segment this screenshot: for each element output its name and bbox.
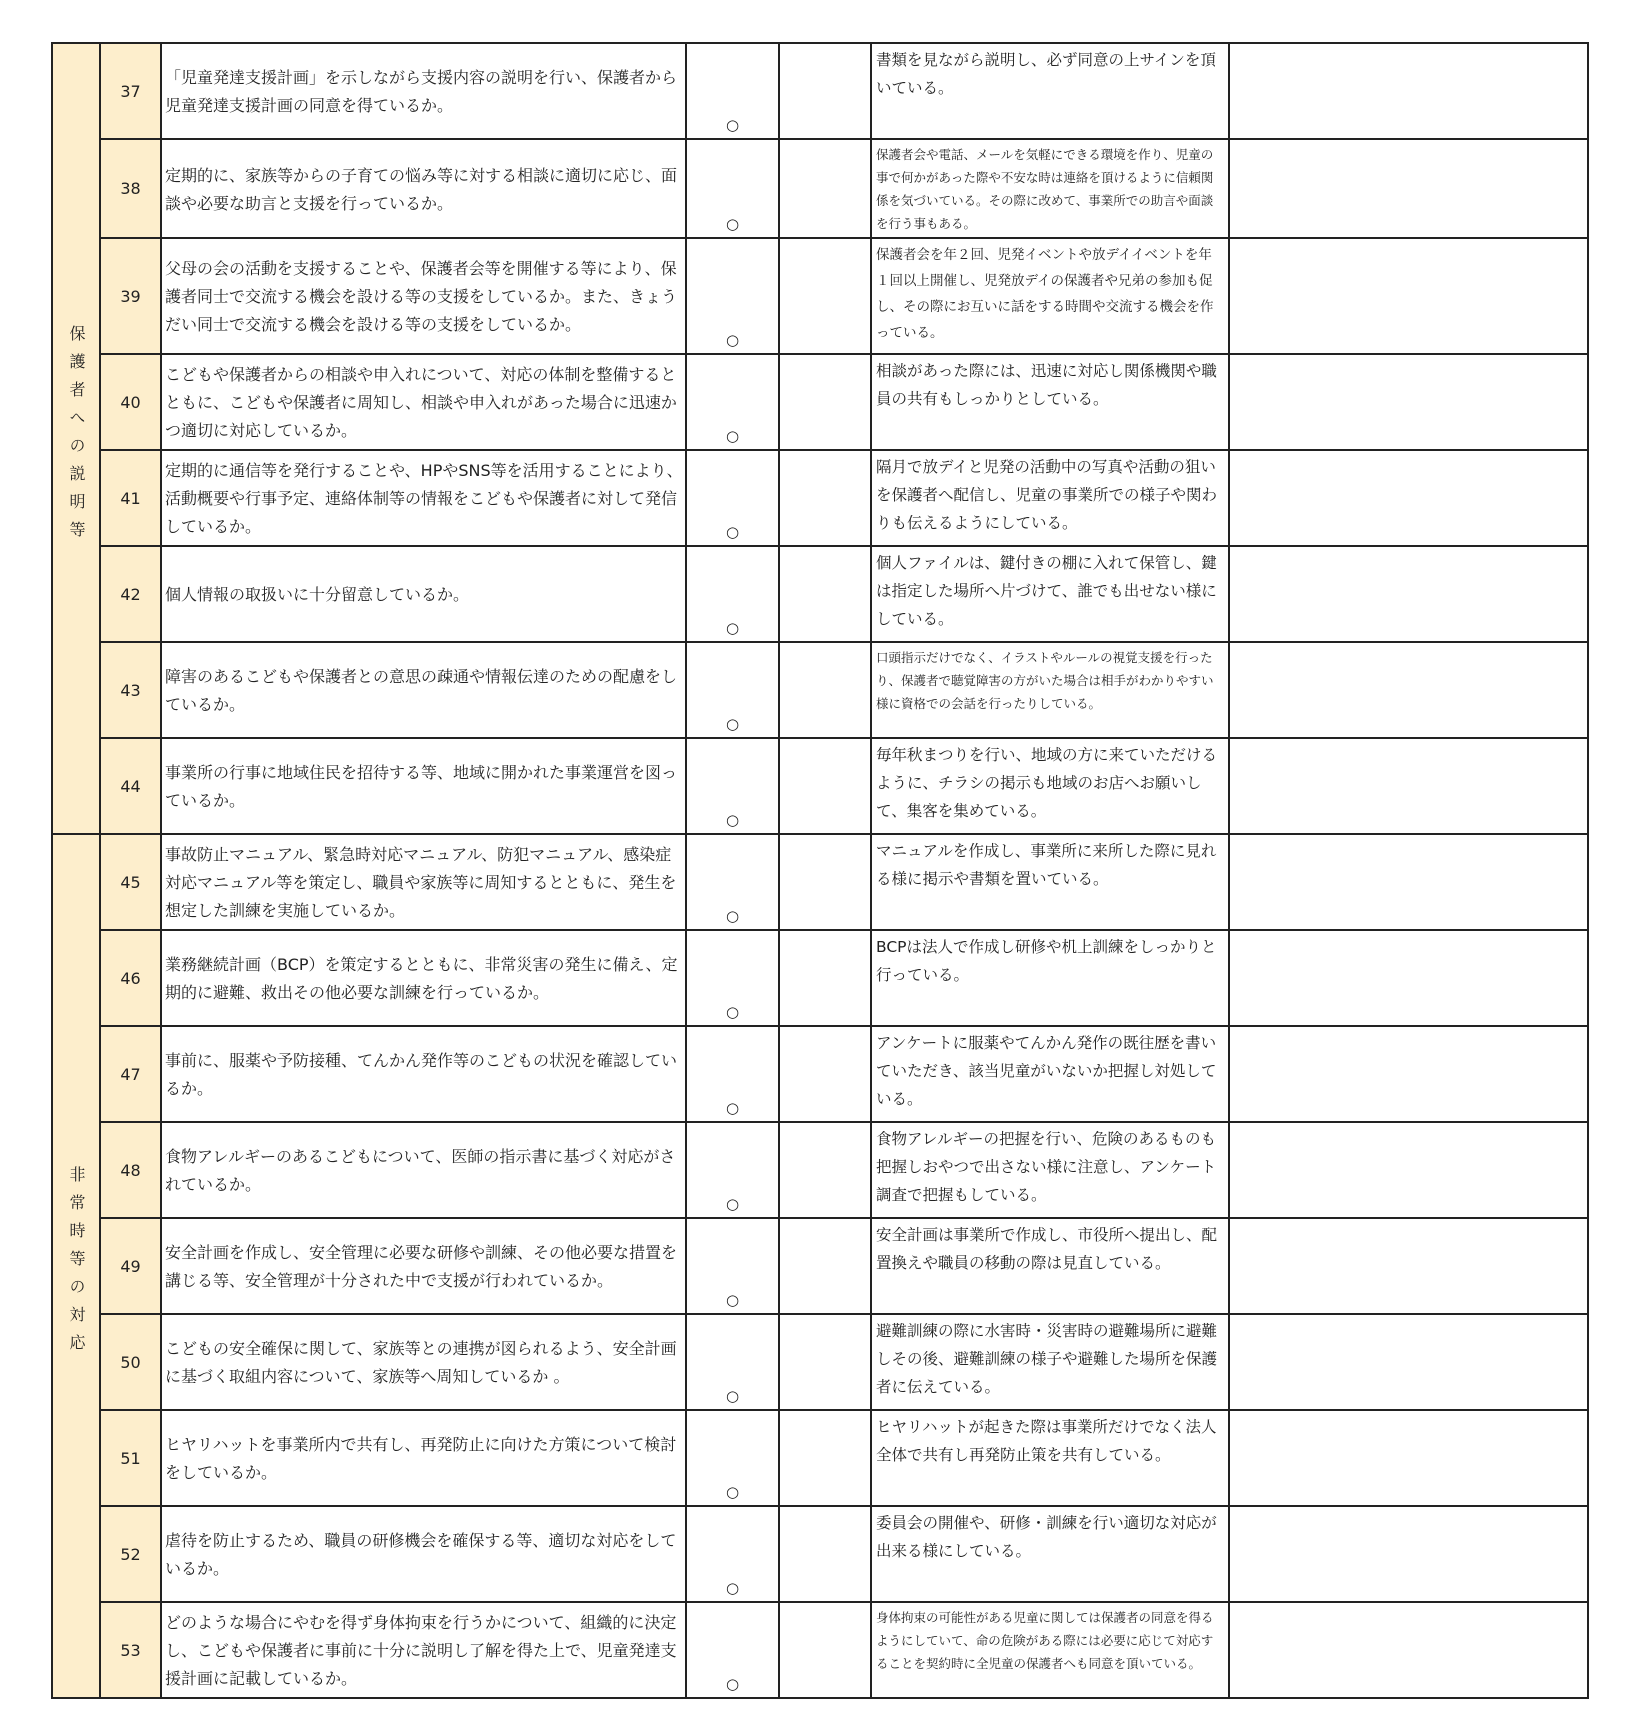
no-cell[interactable] [779, 1314, 871, 1410]
row-number: 39 [100, 238, 161, 354]
row-number: 53 [100, 1602, 161, 1698]
question-cell [161, 139, 686, 238]
row-number: 42 [100, 546, 161, 642]
comment-cell[interactable]: 書類を見ながら説明し、必ず同意の上サインを頂いている。 [871, 43, 1229, 139]
table-row [52, 1122, 1588, 1218]
question-cell [161, 450, 686, 546]
yes-cell[interactable] [686, 1602, 779, 1698]
comment-cell[interactable]: BCPは法人で作成し研修や机上訓練をしっかりと行っている。 [871, 930, 1229, 1026]
yes-cell[interactable] [686, 1026, 779, 1122]
question-text: 安全計画を作成し、安全管理に必要な研修や訓練、その他必要な措置を講じる等、安全管理が十分された中で支援が行われているか。 [165, 1243, 678, 1290]
circle-mark-icon: ○ [725, 715, 740, 733]
yes-cell[interactable] [686, 546, 779, 642]
no-cell[interactable] [779, 1410, 871, 1506]
no-cell[interactable] [779, 238, 871, 354]
no-cell[interactable] [779, 139, 871, 238]
question-cell [161, 1218, 686, 1314]
yes-cell[interactable] [686, 139, 779, 238]
improvement-cell[interactable] [1229, 1314, 1588, 1410]
row-number: 47 [100, 1026, 161, 1122]
no-cell[interactable] [779, 642, 871, 738]
improvement-cell[interactable] [1229, 139, 1588, 238]
question-text: ヒヤリハットを事業所内で共有し、再発防止に向けた方策について検討をしているか。 [165, 1435, 677, 1482]
improvement-cell[interactable] [1229, 834, 1588, 930]
question-cell [161, 546, 686, 642]
yes-cell[interactable] [686, 1506, 779, 1602]
table-row [52, 1602, 1588, 1698]
no-cell[interactable] [779, 738, 871, 834]
circle-mark-icon: ○ [725, 116, 740, 134]
improvement-cell[interactable] [1229, 1410, 1588, 1506]
question-cell [161, 930, 686, 1026]
yes-cell[interactable] [686, 450, 779, 546]
row-number: 38 [100, 139, 161, 238]
question-cell [161, 1602, 686, 1698]
question-text: 食物アレルギーのあるこどもについて、医師の指示書に基づく対応がされているか。 [165, 1147, 676, 1194]
question-cell [161, 1122, 686, 1218]
circle-mark-icon: ○ [725, 523, 740, 541]
question-text: 父母の会の活動を支援することや、保護者会等を開催する等により、保護者同士で交流する機会を設ける等の支援をしているか。また、きょうだい同士で交流する機会を設ける等の支援をしているか。 [165, 259, 678, 334]
improvement-cell[interactable] [1229, 546, 1588, 642]
evaluation-sheet [51, 42, 1587, 1699]
yes-cell[interactable] [686, 930, 779, 1026]
yes-cell[interactable] [686, 738, 779, 834]
section-label-cell [52, 834, 100, 1698]
no-cell[interactable] [779, 1602, 871, 1698]
yes-cell[interactable] [686, 238, 779, 354]
no-cell[interactable] [779, 354, 871, 450]
yes-cell[interactable] [686, 1410, 779, 1506]
table-row [52, 1218, 1588, 1314]
yes-cell[interactable] [686, 1122, 779, 1218]
table-row [52, 354, 1588, 450]
section-label: 保護者への説明等 [67, 324, 86, 549]
row-number: 45 [100, 834, 161, 930]
table-row [52, 43, 1588, 139]
yes-cell[interactable] [686, 834, 779, 930]
improvement-cell[interactable] [1229, 1602, 1588, 1698]
row-number: 50 [100, 1314, 161, 1410]
circle-mark-icon: ○ [725, 215, 740, 233]
comment-cell[interactable]: 口頭指示だけでなく、イラストやルールの視覚支援を行ったり、保護者で聴覚障害の方がいた場合は相手がわかりやすい様に資格での会話を行ったりしている。 [871, 642, 1229, 738]
improvement-cell[interactable] [1229, 238, 1588, 354]
circle-mark-icon: ○ [725, 1579, 740, 1597]
circle-mark-icon: ○ [725, 1483, 740, 1501]
circle-mark-icon: ○ [725, 619, 740, 637]
row-number: 51 [100, 1410, 161, 1506]
comment-cell[interactable]: 避難訓練の際に水害時・災害時の避難場所に避難しその後、避難訓練の様子や避難した場所を保護者に伝えている。 [871, 1314, 1229, 1410]
question-text: 事故防止マニュアル、緊急時対応マニュアル、防犯マニュアル、感染症対応マニュアル等を策定し、職員や家族等に周知するとともに、発生を想定した訓練を実施しているか。 [165, 845, 677, 920]
table-row [52, 642, 1588, 738]
comment-cell[interactable]: 隔月で放デイと児発の活動中の写真や活動の狙いを保護者へ配信し、児童の事業所での様子や関わりも伝えるようにしている。 [871, 450, 1229, 546]
table-row [52, 1314, 1588, 1410]
improvement-cell[interactable] [1229, 354, 1588, 450]
improvement-cell[interactable] [1229, 43, 1588, 139]
question-cell [161, 354, 686, 450]
table-row [52, 834, 1588, 930]
question-text: 定期的に、家族等からの子育ての悩み等に対する相談に適切に応じ、面談や必要な助言と支援を行っているか。 [165, 165, 678, 213]
comment-cell[interactable]: ヒヤリハットが起きた際は事業所だけでなく法人全体で共有し再発防止策を共有している。 [871, 1410, 1229, 1506]
table-row [52, 1026, 1588, 1122]
circle-mark-icon: ○ [725, 427, 740, 445]
table-row [52, 546, 1588, 642]
circle-mark-icon: ○ [725, 1675, 740, 1693]
no-cell[interactable] [779, 1218, 871, 1314]
circle-mark-icon: ○ [725, 1099, 740, 1117]
table-row [52, 450, 1588, 546]
question-text: 虐待を防止するため、職員の研修機会を確保する等、適切な対応をしているか。 [165, 1531, 677, 1578]
question-text: こどもや保護者からの相談や申入れについて、対応の体制を整備するとともに、こどもや保護者に周知し、相談や申入れがあった場合に迅速かつ適切に対応しているか。 [165, 365, 677, 440]
no-cell[interactable] [779, 1122, 871, 1218]
comment-cell[interactable]: 身体拘束の可能性がある児童に関しては保護者の同意を得るようにしていて、命の危険がある際には必要に応じて対応することを契約時に全児童の保護者へも同意を頂いている。 [871, 1602, 1229, 1698]
yes-cell[interactable] [686, 43, 779, 139]
comment-cell[interactable]: 保護者会や電話、メールを気軽にできる環境を作り、児童の事で何かがあった際や不安な時は連絡を頂けるように信頼関係を気づいている。その際に改めて、事業所での助言や面談を行う事もある。 [871, 139, 1229, 238]
improvement-cell[interactable] [1229, 1026, 1588, 1122]
question-cell [161, 642, 686, 738]
yes-cell[interactable] [686, 354, 779, 450]
question-cell [161, 1314, 686, 1410]
circle-mark-icon: ○ [725, 1291, 740, 1309]
improvement-cell[interactable] [1229, 1122, 1588, 1218]
no-cell[interactable] [779, 1026, 871, 1122]
comment-cell[interactable]: 安全計画は事業所で作成し、市役所へ提出し、配置換えや職員の移動の際は見直している。 [871, 1218, 1229, 1314]
improvement-cell[interactable] [1229, 1506, 1588, 1602]
comment-cell[interactable]: マニュアルを作成し、事業所に来所した際に見れる様に掲示や書類を置いている。 [871, 834, 1229, 930]
section-label-cell [52, 43, 100, 834]
improvement-cell[interactable] [1229, 738, 1588, 834]
self-evaluation-table [51, 42, 1589, 1699]
comment-cell[interactable]: 委員会の開催や、研修・訓練を行い適切な対応が出来る様にしている。 [871, 1506, 1229, 1602]
table-row [52, 930, 1588, 1026]
question-cell [161, 834, 686, 930]
question-cell [161, 238, 686, 354]
no-cell[interactable] [779, 450, 871, 546]
circle-mark-icon: ○ [725, 1003, 740, 1021]
yes-cell[interactable] [686, 642, 779, 738]
improvement-cell[interactable] [1229, 1218, 1588, 1314]
question-cell [161, 43, 686, 139]
improvement-cell[interactable] [1229, 450, 1588, 546]
table-row [52, 738, 1588, 834]
question-text: 障害のあるこどもや保護者との意思の疎通や情報伝達のための配慮をしているか。 [165, 667, 678, 714]
comment-cell[interactable]: アンケートに服薬やてんかん発作の既往歴を書いていただき、該当児童がいないか把握し対処している。 [871, 1026, 1229, 1122]
circle-mark-icon: ○ [725, 1195, 740, 1213]
table-row [52, 139, 1588, 238]
table-row [52, 1506, 1588, 1602]
table-row [52, 238, 1588, 354]
row-number: 48 [100, 1122, 161, 1218]
yes-cell[interactable] [686, 1218, 779, 1314]
no-cell[interactable] [779, 546, 871, 642]
circle-mark-icon: ○ [725, 1387, 740, 1405]
row-number: 46 [100, 930, 161, 1026]
question-text: どのような場合にやむを得ず身体拘束を行うかについて、組織的に決定し、こどもや保護者に事前に十分に説明し了解を得た上で、児童発達支援計画に記載しているか。 [165, 1613, 677, 1688]
table-row [52, 1410, 1588, 1506]
comment-cell[interactable]: 個人ファイルは、鍵付きの棚に入れて保管し、鍵は指定した場所へ片づけて、誰でも出せない様にしている。 [871, 546, 1229, 642]
question-text: 事業所の行事に地域住民を招待する等、地域に開かれた事業運営を図っているか。 [165, 763, 678, 810]
no-cell[interactable] [779, 930, 871, 1026]
row-number: 37 [100, 43, 161, 139]
improvement-cell[interactable] [1229, 642, 1588, 738]
row-number: 49 [100, 1218, 161, 1314]
row-number: 40 [100, 354, 161, 450]
question-text: 「児童発達支援計画」を示しながら支援内容の説明を行い、保護者から児童発達支援計画の同意を得ているか。 [165, 68, 678, 115]
question-cell [161, 1410, 686, 1506]
question-text: 個人情報の取扱いに十分留意しているか。 [165, 585, 470, 604]
question-cell [161, 1026, 686, 1122]
yes-cell[interactable] [686, 1314, 779, 1410]
question-text: 業務継続計画（BCP）を策定するとともに、非常災害の発生に備え、定期的に避難、救出その他必要な訓練を行っているか。 [165, 955, 678, 1002]
comment-cell[interactable]: 保護者会を年２回、児発イベントや放デイイベントを年１回以上開催し、児発放デイの保護者や兄弟の参加も促し、その際にお互いに話をする時間や交流する機会を作っている。 [871, 238, 1229, 354]
row-number: 52 [100, 1506, 161, 1602]
no-cell[interactable] [779, 1506, 871, 1602]
no-cell[interactable] [779, 834, 871, 930]
row-number: 44 [100, 738, 161, 834]
question-cell [161, 1506, 686, 1602]
comment-cell[interactable]: 毎年秋まつりを行い、地域の方に来ていただけるように、チラシの掲示も地域のお店へお願いして、集客を集めている。 [871, 738, 1229, 834]
no-cell[interactable] [779, 43, 871, 139]
question-text: 定期的に通信等を発行することや、HPやSNS等を活用することにより、活動概要や行事予定、連絡体制等の情報をこどもや保護者に対して発信しているか。 [165, 461, 683, 536]
row-number: 41 [100, 450, 161, 546]
circle-mark-icon: ○ [725, 907, 740, 925]
circle-mark-icon: ○ [725, 811, 740, 829]
question-text: 事前に、服薬や予防接種、てんかん発作等のこどもの状況を確認しているか。 [165, 1051, 678, 1098]
question-cell [161, 738, 686, 834]
comment-cell[interactable]: 食物アレルギーの把握を行い、危険のあるものも把握しおやつで出さない様に注意し、アンケート調査で把握もしている。 [871, 1122, 1229, 1218]
section-label: 非常時等の対応 [67, 1166, 86, 1362]
row-number: 43 [100, 642, 161, 738]
circle-mark-icon: ○ [725, 331, 740, 349]
question-text: こどもの安全確保に関して、家族等との連携が図られるよう、安全計画に基づく取組内容について、家族等へ周知しているか 。 [165, 1339, 677, 1386]
comment-cell[interactable]: 相談があった際には、迅速に対応し関係機関や職員の共有もしっかりとしている。 [871, 354, 1229, 450]
improvement-cell[interactable] [1229, 930, 1588, 1026]
